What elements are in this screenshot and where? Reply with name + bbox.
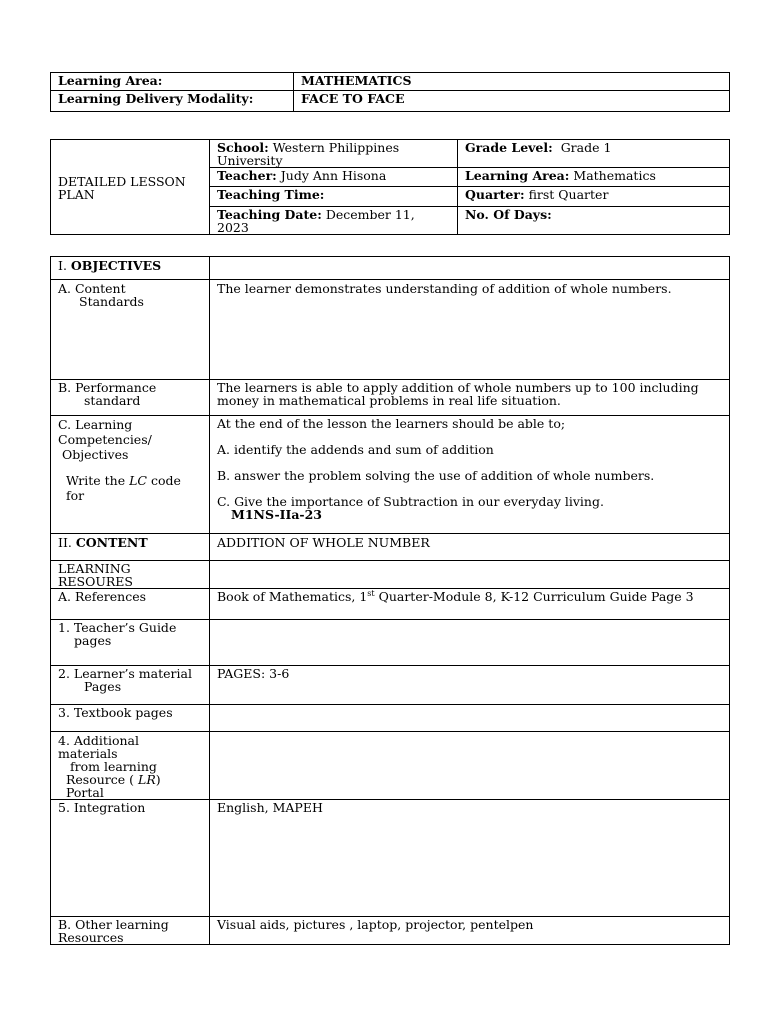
integration-label: 5. Integration — [51, 800, 210, 917]
competency-code: M1NS-IIa-23 — [231, 507, 323, 522]
competency-intro: At the end of the lesson the learners should be able to; — [217, 416, 566, 431]
learners-material-label: 2. Learner’s material Pages — [51, 666, 210, 705]
plan-table — [50, 256, 730, 945]
header-table — [50, 72, 730, 112]
textbook-label: 3. Textbook pages — [51, 705, 210, 732]
info-table — [50, 139, 730, 235]
quarter-cell: Quarter: first Quarter — [458, 187, 730, 207]
competency-a: A. identify the addends and sum of addition — [217, 442, 494, 457]
area-cell: Learning Area: Mathematics — [458, 168, 730, 187]
teachers-guide-label: 1. Teacher’s Guide pages — [51, 620, 210, 666]
additional-materials-value — [210, 732, 730, 800]
other-resources-label: B. Other learning Resources — [51, 917, 210, 945]
date-cell: Teaching Date: December 11, 2023 — [210, 207, 458, 235]
performance-value: The learners is able to apply addition of whole numbers up to 100 including money in mathematical problems in real life situation. — [210, 380, 730, 416]
content-value: ADDITION OF WHOLE NUMBER — [210, 534, 730, 561]
competencies-value — [210, 416, 730, 534]
learners-material-value: PAGES: 3-6 — [210, 666, 730, 705]
content-heading: II. CONTENT — [51, 534, 210, 561]
time-cell: Teaching Time: — [210, 187, 458, 207]
integration-value: English, MAPEH — [210, 800, 730, 917]
objectives-empty — [210, 257, 730, 280]
references-value: Book of Mathematics, 1st Quarter-Module 8, K-12 Curriculum Guide Page 3 — [210, 589, 730, 620]
grade-cell: Grade Level: Grade 1 — [458, 140, 730, 168]
objectives-heading: I. OBJECTIVES — [51, 257, 210, 280]
resources-empty — [210, 561, 730, 589]
learning-area-value: MATHEMATICS — [294, 73, 730, 91]
content-standards-value: The learner demonstrates understanding of addition of whole numbers. — [210, 280, 730, 380]
competency-c: C. Give the importance of Subtraction in our everyday living. — [217, 494, 604, 509]
days-cell: No. Of Days: — [458, 207, 730, 235]
modality-label: Learning Delivery Modality: — [51, 91, 294, 112]
plan-title: DETAILED LESSON PLAN — [58, 173, 186, 202]
competencies-label: C. Learning Competencies/ Objectives Write the LC code for — [51, 416, 210, 534]
competency-b: B. answer the problem solving the use of addition of whole numbers. — [217, 468, 655, 483]
performance-label: B. Performance standard — [51, 380, 210, 416]
school-cell: School: Western Philippines University — [210, 140, 458, 168]
references-label: A. References — [51, 589, 210, 620]
modality-value: FACE TO FACE — [294, 91, 730, 112]
learning-area-label: Learning Area: — [51, 73, 294, 91]
teachers-guide-value — [210, 620, 730, 666]
additional-materials-label: 4. Additional materials from learning Resource ( LR) Portal — [51, 732, 210, 800]
resources-heading: LEARNING RESOURES — [51, 561, 210, 589]
plan-title-cell — [51, 140, 210, 235]
textbook-value — [210, 705, 730, 732]
content-standards-label: A. Content Standards — [51, 280, 210, 380]
other-resources-value: Visual aids, pictures , laptop, projector, pentelpen — [210, 917, 730, 945]
teacher-cell: Teacher: Judy Ann Hisona — [210, 168, 458, 187]
